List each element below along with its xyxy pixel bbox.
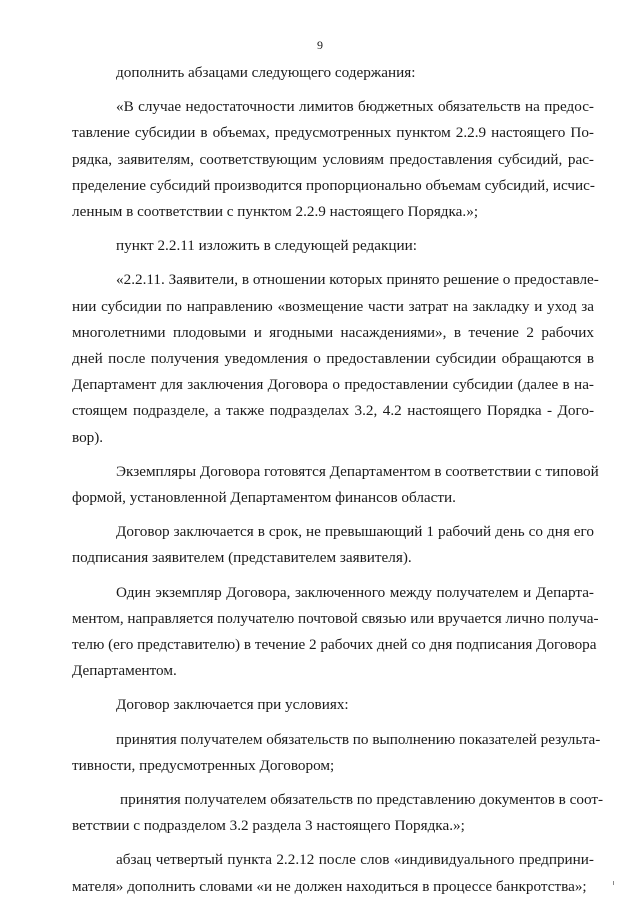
paragraph-budget-limits [72, 94, 594, 225]
scan-mark [613, 881, 614, 885]
document-body [72, 60, 604, 908]
text-line: рядка, заявителям, соответствующим условиям предоставления субсидий, рас- [72, 150, 594, 168]
text-line: пункт 2.2.11 изложить в следующей редакции: [116, 237, 418, 255]
paragraph-contract-delivery [72, 580, 599, 685]
paragraph-clause-2-2-11-intro [72, 233, 594, 259]
text-line: Один экземпляр Договора, заключенного между получателем и Департа- [116, 583, 594, 601]
text-line: вор). [72, 428, 104, 446]
paragraph-clause-2-2-11 [72, 267, 599, 450]
paragraph-clause-2-2-12 [72, 847, 594, 899]
paragraph-condition-documents [72, 787, 604, 839]
paragraph-condition-performance [72, 727, 601, 779]
text-line: ветствии с подразделом 3.2 раздела 3 настоящего Порядка.»; [72, 817, 465, 835]
text-line: пределение субсидий производится пропорционально объемам субсидий, исчис- [72, 176, 595, 194]
paragraph-contract-conditions [72, 692, 594, 718]
text-line: Департамент для заключения Договора о предоставлении субсидии (далее в на- [72, 376, 594, 394]
text-line: телю (его представителю) в течение 2 рабочих дней со дня подписания Договора [72, 636, 597, 654]
paragraph-contract-term [72, 519, 594, 571]
text-line: дополнить абзацами следующего содержания: [116, 64, 416, 81]
text-line: стоящем подразделе, а также подразделах 3.2, 4.2 настоящего Порядка - Дого- [72, 402, 594, 420]
text-line: ленным в соответствии с пунктом 2.2.9 настоящего Порядка.»; [72, 203, 479, 221]
text-line: ментом, направляется получателю почтовой связью или вручается лично получа- [72, 609, 599, 627]
text-line: многолетними плодовыми и ягодными насаждениями», в течение 2 рабочих [72, 323, 594, 341]
text-line: «В случае недостаточности лимитов бюджетных обязательств на предос- [116, 98, 594, 116]
text-line: принятия получателем обязательств по представлению документов в соот- [120, 791, 604, 809]
text-line: абзац четвертый пункта 2.2.12 после слов «индивидуального предприни- [116, 851, 594, 869]
text-line: мателя» дополнить словами «и не должен находиться в процессе банкротства»; [72, 877, 587, 895]
text-line: нии субсидии по направлению «возмещение части затрат на закладку и уход за [72, 297, 594, 315]
text-line: Договор заключается при условиях: [116, 696, 349, 714]
paragraph-contract-copies [72, 459, 599, 511]
text-line: Экземпляры Договора готовятся Департаментом в соответствии с типовой [116, 462, 599, 480]
text-line: формой, установленной Департаментом финансов области. [72, 489, 456, 507]
text-line: дней после получения уведомления о предоставлении субсидии обращаются в [72, 350, 594, 368]
text-line: «2.2.11. Заявители, в отношении которых принято решение о предоставле- [116, 271, 599, 289]
text-line: принятия получателем обязательств по выполнению показателей результа- [116, 730, 601, 748]
paragraph-intro-addition [72, 60, 594, 86]
text-line: Департаментом. [72, 662, 177, 680]
text-line: Договор заключается в срок, не превышающий 1 рабочий день со дня его [116, 523, 594, 541]
text-line: тавление субсидии в объемах, предусмотренных пунктом 2.2.9 настоящего По- [72, 124, 594, 142]
text-line: подписания заявителем (представителем заявителя). [72, 549, 412, 567]
text-line: тивности, предусмотренных Договором; [72, 756, 335, 774]
page-number: 9 [317, 38, 323, 52]
